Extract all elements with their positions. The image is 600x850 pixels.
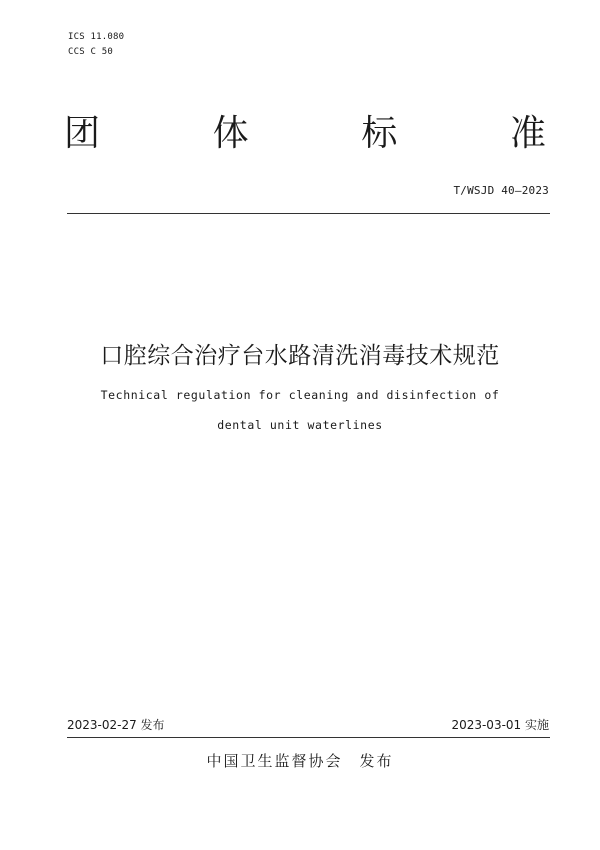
title-chinese: 口腔综合治疗台水路清洗消毒技术规范 xyxy=(100,343,500,369)
standard-category-heading xyxy=(64,112,546,156)
category-char-2: 体 xyxy=(212,113,249,154)
issue-date: 2023-02-27 发布 xyxy=(67,718,165,732)
top-divider xyxy=(67,213,550,214)
standard-number: T/WSJD 40—2023 xyxy=(453,184,549,197)
category-char-4: 准 xyxy=(509,113,546,154)
title-english-line-1: Technical regulation for cleaning and disinfection of xyxy=(100,388,500,402)
bottom-divider xyxy=(67,737,550,738)
category-char-3: 标 xyxy=(361,113,398,154)
ccs-code: CCS C 50 xyxy=(68,47,113,57)
ics-code: ICS 11.080 xyxy=(68,32,125,42)
implementation-date: 2023-03-01 实施 xyxy=(451,718,549,732)
category-char-1: 团 xyxy=(64,113,101,154)
classification-codes xyxy=(68,30,124,60)
title-english-line-2: dental unit waterlines xyxy=(217,418,383,432)
publisher: 中国卫生监督协会 发布 xyxy=(206,752,394,770)
